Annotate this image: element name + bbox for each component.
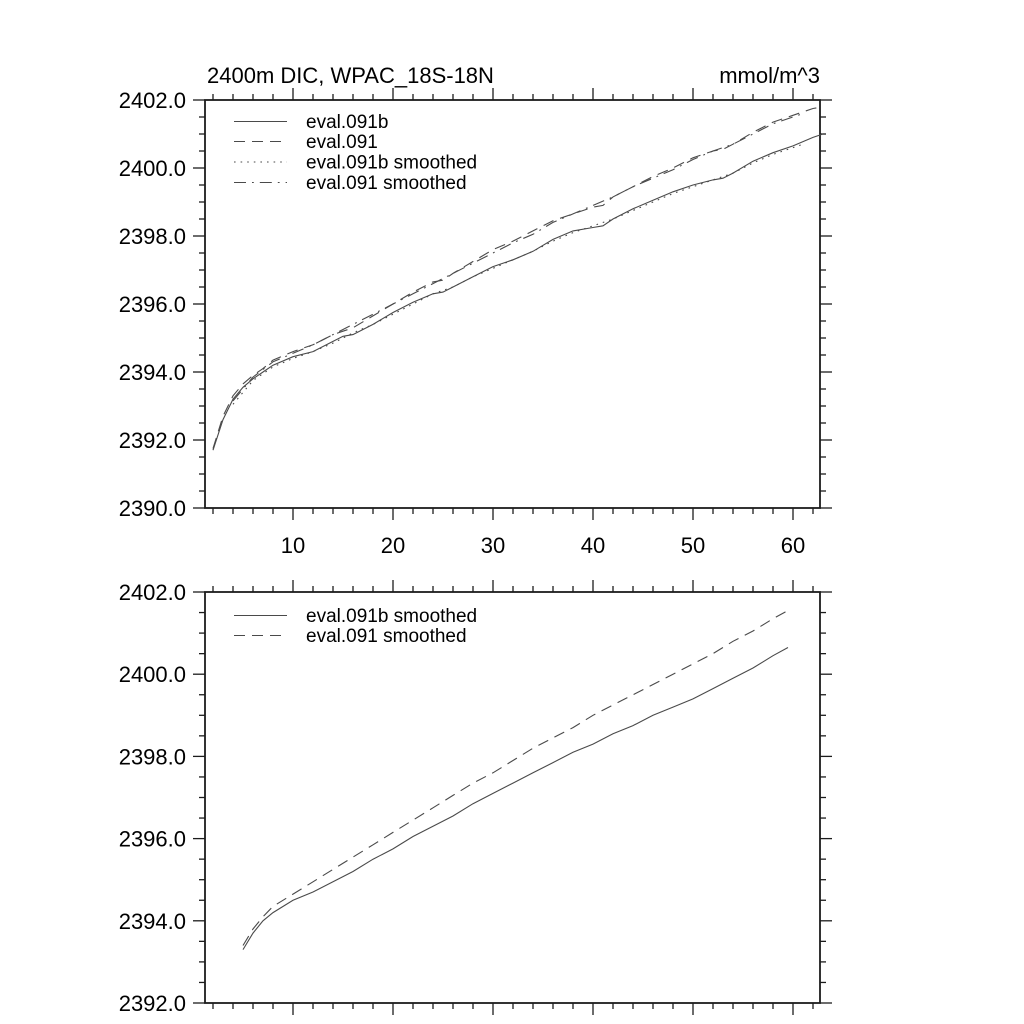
x-tick-label: 60 <box>780 533 806 558</box>
chart1-legend-label-eval091b: eval.091b <box>306 112 389 133</box>
y-tick-label: 2402.0 <box>118 88 186 113</box>
chart-layers <box>119 88 832 1016</box>
x-tick-label: 50 <box>680 533 706 558</box>
y-tick-label: 2400.0 <box>118 156 186 181</box>
x-tick-label: 10 <box>280 533 306 558</box>
chart1-legend-label-eval091-smoothed: eval.091 smoothed <box>306 173 467 194</box>
chart1-title: 2400m DIC, WPAC_18S-18N <box>207 63 494 88</box>
y-tick-label: 2396.0 <box>118 292 186 317</box>
y-tick-label: 2398.0 <box>118 224 186 249</box>
y-tick-label: 2396.0 <box>118 826 186 852</box>
series-line-eval-091-smoothed <box>243 611 788 946</box>
series-line-eval-091 <box>213 107 823 449</box>
y-tick-label: 2392.0 <box>118 991 186 1016</box>
x-tick-label: 20 <box>380 533 406 558</box>
y-axis-tick-labels <box>119 580 186 1016</box>
plot-frame <box>205 592 820 1003</box>
y-axis-tick-labels <box>119 88 186 521</box>
y-tick-label: 2392.0 <box>118 428 186 453</box>
y-tick-label: 2394.0 <box>118 360 186 385</box>
x-axis-tick-labels <box>281 533 805 558</box>
chart2-legend-label-eval091b-smoothed: eval.091b smoothed <box>306 606 478 627</box>
series-line-eval-091b-smoothed <box>243 648 788 950</box>
x-tick-label: 40 <box>580 533 606 558</box>
chart1-legend-label-eval091: eval.091 <box>306 132 378 153</box>
y-tick-label: 2402.0 <box>118 580 186 605</box>
y-tick-label: 2390.0 <box>118 496 186 521</box>
chart1-units-label: mmol/m^3 <box>719 63 820 88</box>
y-tick-label: 2394.0 <box>118 908 186 934</box>
chart2-legend-label-eval091-smoothed: eval.091 smoothed <box>306 626 467 647</box>
y-tick-label: 2398.0 <box>118 744 186 770</box>
axis-ticks <box>193 88 832 520</box>
legend <box>234 616 287 636</box>
x-tick-label: 30 <box>480 533 506 558</box>
y-tick-label: 2400.0 <box>118 662 186 688</box>
chart-panel-2 <box>119 580 832 1016</box>
series-line-eval-091b <box>213 134 823 450</box>
chart1-legend-label-eval091b-smoothed: eval.091b smoothed <box>306 152 478 174</box>
axis-ticks <box>193 580 832 1015</box>
plot-frame <box>205 100 820 508</box>
legend <box>234 122 287 183</box>
